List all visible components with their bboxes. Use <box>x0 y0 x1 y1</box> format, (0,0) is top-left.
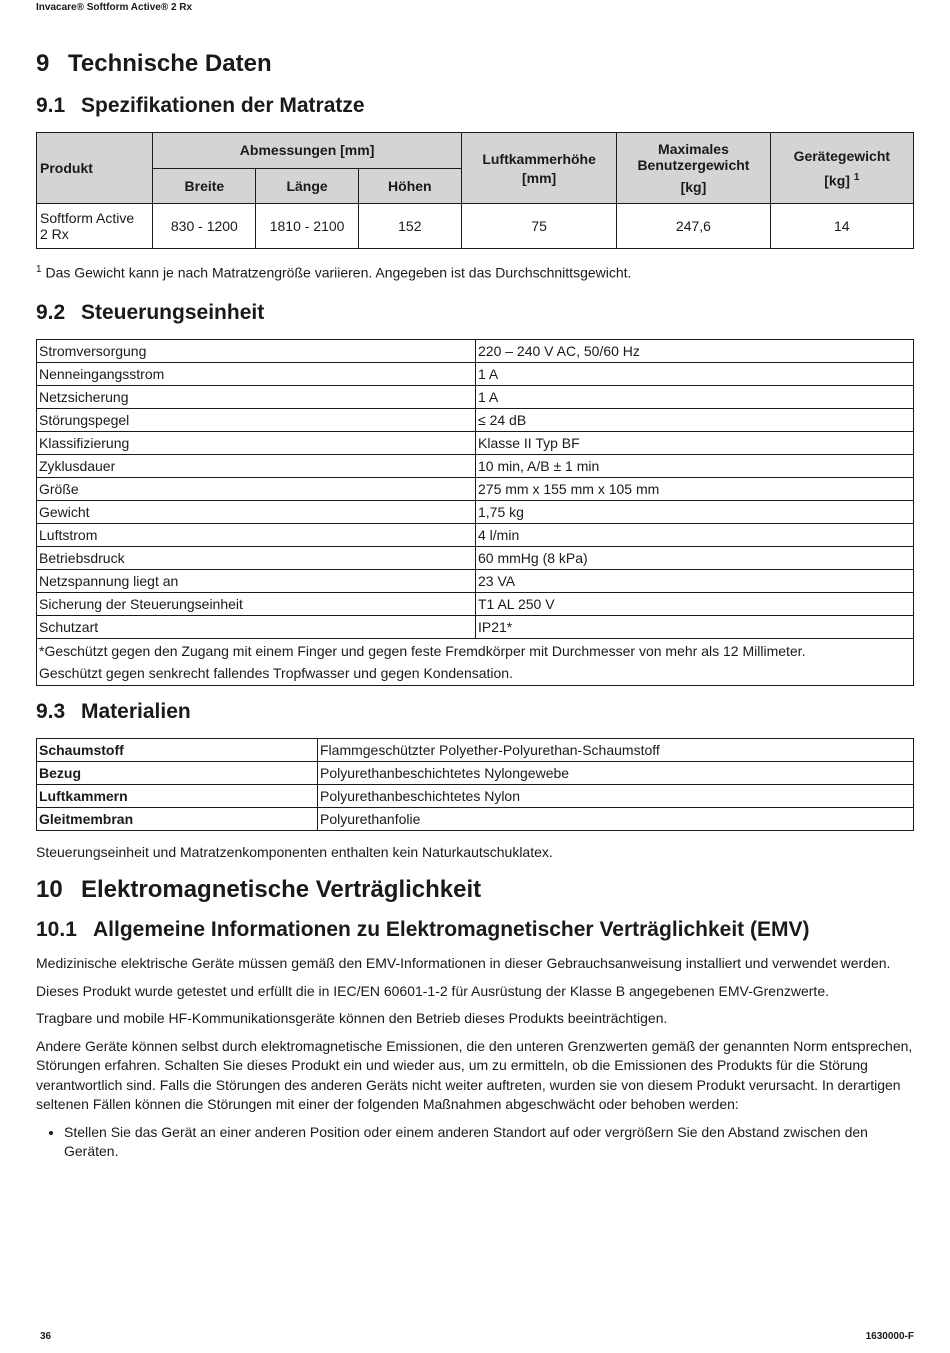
product-line2: 2 Rx <box>40 226 69 242</box>
row-value: 1,75 kg <box>476 500 914 523</box>
table-row <box>37 592 914 615</box>
paragraph: Tragbare und mobile HF-Kommunikationsgeräte können den Betrieb dieses Produkts beeinträchtigen. <box>36 1010 668 1027</box>
row-value: Polyurethanfolie <box>318 807 914 830</box>
row-label: Schaumstoff <box>37 738 318 761</box>
list-item: • Stellen Sie das Gerät an einer anderen Position oder einem anderen Standort auf oder vergrößern Sie den Abstand zwischen den Geräten. <box>64 1123 914 1162</box>
col-product: Produkt <box>37 133 153 204</box>
footnote <box>36 261 914 282</box>
paragraph: Medizinische elektrische Geräte müssen gemäß den EMV-Informationen in dieser Gebrauchsanweisung installiert und verwendet werden. <box>36 955 891 972</box>
table-row <box>37 431 914 454</box>
row-label: Luftkammern <box>37 784 318 807</box>
row-value: Flammgeschützter Polyether-Polyurethan-Schaumstoff <box>318 738 914 761</box>
section-number: 10.1 <box>36 918 77 942</box>
row-value: IP21* <box>476 615 914 638</box>
row-label: Luftstrom <box>37 523 476 546</box>
cell-width: 830 - 1200 <box>153 204 256 249</box>
page-content <box>36 48 914 1162</box>
row-label: Gleitmembran <box>37 807 318 830</box>
footnote-text: Das Gewicht kann je nach Matratzengröße variieren. Angegeben ist das Durchschnittsgewicht. <box>45 264 632 281</box>
table-row <box>37 500 914 523</box>
row-value: Polyurethanbeschichtetes Nylon <box>318 784 914 807</box>
bullet-list <box>36 1123 914 1162</box>
table-row <box>37 569 914 592</box>
product-line1: Softform Active <box>40 210 135 226</box>
col-weight-line1: Gerätegewicht <box>793 147 891 164</box>
footnote-marker: 1 <box>853 171 860 183</box>
col-height: Höhen <box>358 168 461 204</box>
paragraph: Dieses Produkt wurde getestet und erfüllt die in IEC/EN 60601-1-2 für Ausrüstung der Klasse B angegebenen EMV-Grenzwerte. <box>36 982 829 999</box>
table-row <box>37 523 914 546</box>
cell-height: 152 <box>358 204 461 249</box>
section-9-2-heading <box>36 299 914 327</box>
col-width: Breite <box>153 168 256 204</box>
table-row <box>37 385 914 408</box>
row-label: Betriebsdruck <box>37 546 476 569</box>
table-row <box>37 546 914 569</box>
running-header: Invacare® Softform Active® 2 Rx <box>36 2 193 13</box>
row-value: 275 mm x 155 mm x 105 mm <box>476 477 914 500</box>
section-title: Spezifikationen der Matratze <box>81 94 365 117</box>
row-value: T1 AL 250 V <box>476 592 914 615</box>
section-title: Technische Daten <box>68 50 272 77</box>
col-aircell-line2: [mm] <box>521 169 557 186</box>
table-row <box>37 204 914 249</box>
col-device-weight <box>770 133 913 204</box>
row-value: 1 A <box>476 362 914 385</box>
row-label: Stromversorgung <box>37 339 476 362</box>
row-label: Nenneingangsstrom <box>37 362 476 385</box>
materials-table <box>36 738 914 831</box>
col-aircell-line1: Luftkammerhöhe <box>482 150 596 167</box>
row-label: Klassifizierung <box>37 431 476 454</box>
row-label: Netzspannung liegt an <box>37 569 476 592</box>
col-max-user-weight <box>617 133 770 204</box>
row-label: Größe <box>37 477 476 500</box>
section-title: Allgemeine Informationen zu Elektromagnetischer Verträglichkeit (EMV) <box>93 918 810 942</box>
col-maxuser-line1: Maximales <box>658 141 729 157</box>
protection-note <box>37 638 914 685</box>
row-value: 23 VA <box>476 569 914 592</box>
col-dimensions: Abmessungen [mm] <box>153 133 462 169</box>
materials-note: Steuerungseinheit und Matratzenkomponenten enthalten kein Naturkautschuklatex. <box>36 843 553 860</box>
table-row <box>37 454 914 477</box>
cell-length: 1810 - 2100 <box>256 204 358 249</box>
footnote-number: 1 <box>36 264 42 275</box>
document-number: 1630000-F <box>865 1331 914 1342</box>
table-row <box>37 477 914 500</box>
section-number: 10 <box>36 876 63 904</box>
col-aircell-height <box>461 133 616 204</box>
table-note-row <box>37 638 914 685</box>
section-10-1-heading <box>36 916 914 944</box>
cell-weight: 14 <box>770 204 913 249</box>
cell-product <box>37 204 153 249</box>
table-row <box>37 339 914 362</box>
row-label: Netzsicherung <box>37 385 476 408</box>
col-length: Länge <box>256 168 358 204</box>
row-label: Sicherung der Steuerungseinheit <box>37 592 476 615</box>
col-weight-line2: [kg] <box>824 172 850 189</box>
mattress-spec-table <box>36 132 914 249</box>
row-value: 1 A <box>476 385 914 408</box>
control-unit-table <box>36 339 914 686</box>
table-row <box>37 362 914 385</box>
paragraph: Andere Geräte können selbst durch elektromagnetische Emissionen, die den unteren Grenzwerten gemäß der genannten Norm entsprechen, Störungen erfahren. Schalten Sie dieses Produkt ein und wieder aus, um zu ermitteln, ob die Emissionen des Produkts für die Störung verantwortlich sind. Falls die Störungen des anderen Geräts nicht weiter auftreten, wurden sie von diesem Produkt verursacht. In derartigen seltenen Fällen können die Störungen mit einer der folgenden Maßnahmen abgeschwächt oder behoben werden: <box>36 1037 913 1113</box>
section-9-1-heading <box>36 92 914 120</box>
note-line1: *Geschützt gegen den Zugang mit einem Finger und gegen feste Fremdkörper mit Durchmesser von mehr als 12 Millimeter. <box>39 642 806 659</box>
table-row <box>37 738 914 761</box>
cell-maxuser: 247,6 <box>617 204 770 249</box>
table-row <box>37 761 914 784</box>
section-number: 9 <box>36 50 50 77</box>
page-number: 36 <box>40 1331 52 1342</box>
row-label: Bezug <box>37 761 318 784</box>
row-value: 4 l/min <box>476 523 914 546</box>
section-title: Steuerungseinheit <box>81 300 265 324</box>
row-label: Störungspegel <box>37 408 476 431</box>
col-maxuser-line3: [kg] <box>680 179 707 195</box>
note-line2: Geschützt gegen senkrecht fallendes Tropfwasser und gegen Kondensation. <box>39 664 513 681</box>
table-row <box>37 807 914 830</box>
section-9-heading <box>36 48 914 80</box>
row-value: ≤ 24 dB <box>476 408 914 431</box>
cell-aircell: 75 <box>461 204 616 249</box>
table-row <box>37 408 914 431</box>
row-value: 60 mmHg (8 kPa) <box>476 546 914 569</box>
section-number: 9.1 <box>36 94 66 117</box>
section-title: Materialien <box>81 699 191 723</box>
row-value: 10 min, A/B ± 1 min <box>476 454 914 477</box>
table-row <box>37 784 914 807</box>
section-9-3-heading <box>36 698 914 726</box>
row-value: Klasse II Typ BF <box>476 431 914 454</box>
row-label: Schutzart <box>37 615 476 638</box>
section-number: 9.3 <box>36 699 66 723</box>
section-title: Elektromagnetische Verträglichkeit <box>81 876 482 904</box>
row-label: Gewicht <box>37 500 476 523</box>
row-value: 220 – 240 V AC, 50/60 Hz <box>476 339 914 362</box>
col-maxuser-line2: Benutzergewicht <box>637 157 750 173</box>
row-value: Polyurethanbeschichtetes Nylongewebe <box>318 761 914 784</box>
section-number: 9.2 <box>36 300 66 324</box>
section-10-heading <box>36 874 914 906</box>
table-row <box>37 615 914 638</box>
row-label: Zyklusdauer <box>37 454 476 477</box>
